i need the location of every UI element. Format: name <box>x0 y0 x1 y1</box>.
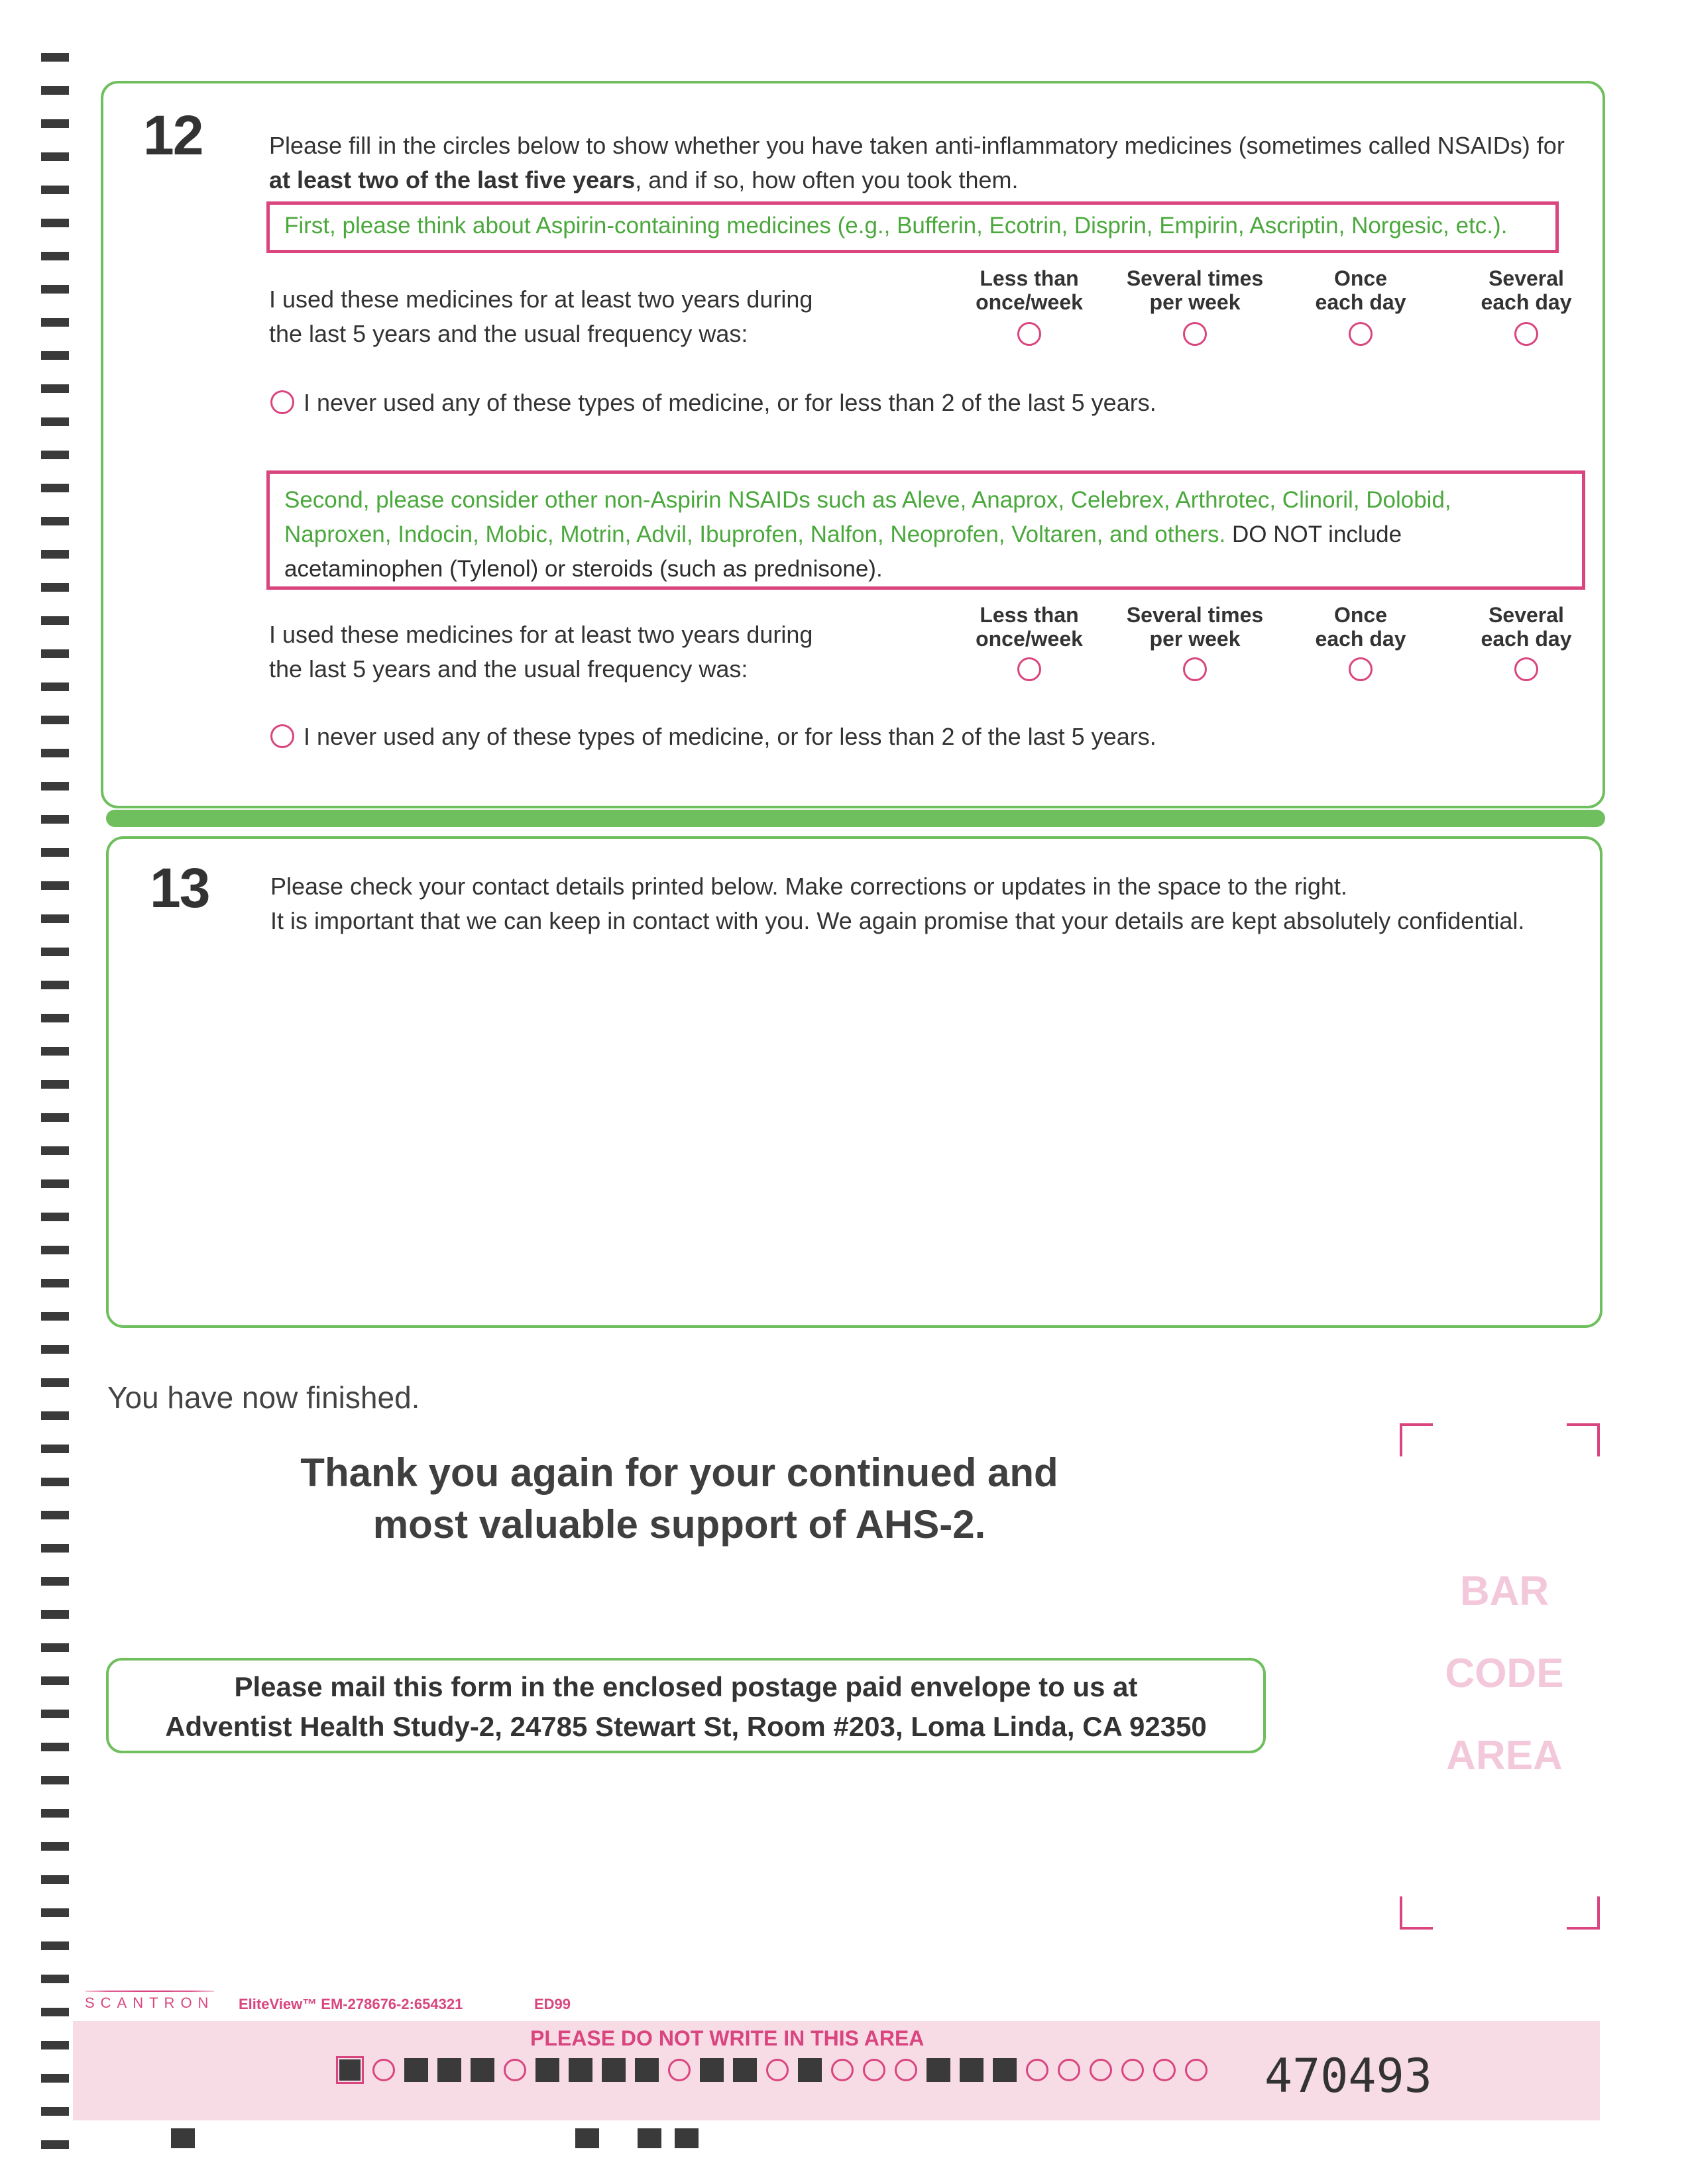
timing-mark <box>41 1875 69 1884</box>
scanner-empty-mark <box>504 2059 526 2081</box>
section-divider <box>106 810 1605 827</box>
scanner-filled-mark <box>960 2058 984 2082</box>
nsaid-several-daily-bubble[interactable] <box>1514 657 1538 681</box>
scanner-empty-mark <box>895 2059 917 2081</box>
timing-mark <box>41 186 69 194</box>
freq-header-once-daily-2: Once each day <box>1315 603 1406 651</box>
timing-mark <box>41 1610 69 1619</box>
timing-mark <box>41 1146 69 1155</box>
timing-mark <box>41 914 69 923</box>
scanner-filled-mark <box>437 2058 461 2082</box>
scanner-empty-mark <box>1153 2059 1176 2081</box>
usage-statement-1: I used these medicines for at least two years during the last 5 years and the usual frequency was: <box>269 286 813 347</box>
scanner-filled-mark <box>635 2058 659 2082</box>
question-12-intro: Please fill in the circles below to show whether you have taken anti-inflammatory medicines (sometimes called NSAIDs) for at least two of the last five years, and if so, how often you took them. <box>269 132 1565 193</box>
id-mark-row <box>337 2057 1217 2083</box>
timing-mark <box>41 1743 69 1751</box>
timing-mark <box>41 1809 69 1818</box>
form-id-number: 470493 <box>1264 2049 1432 2103</box>
timing-mark <box>41 1047 69 1056</box>
question-number: 12 <box>143 104 203 166</box>
timing-mark <box>41 1279 69 1287</box>
scanner-filled-mark <box>993 2058 1017 2082</box>
timing-mark <box>41 616 69 625</box>
timing-mark <box>41 1710 69 1718</box>
scanner-empty-mark <box>1121 2059 1144 2081</box>
aspirin-several-daily-bubble[interactable] <box>1514 322 1538 346</box>
timing-mark <box>41 1941 69 1950</box>
timing-mark <box>41 1113 69 1122</box>
aspirin-several-weekly-bubble[interactable] <box>1183 322 1207 346</box>
bottom-timing-mark <box>575 2128 599 2148</box>
form-code: EliteView™ EM-278676-2:654321 <box>239 1996 463 2012</box>
scanner-filled-mark <box>569 2058 592 2082</box>
freq-header-several-daily-2: Several each day <box>1481 603 1572 651</box>
timing-mark <box>41 384 69 393</box>
scanner-empty-mark <box>1058 2059 1080 2081</box>
timing-mark <box>41 649 69 658</box>
timing-mark <box>41 1478 69 1486</box>
edition-code: ED99 <box>534 1996 571 2012</box>
scanner-filled-mark <box>535 2058 559 2082</box>
timing-mark <box>41 417 69 426</box>
timing-mark <box>41 219 69 227</box>
do-not-write-label: PLEASE DO NOT WRITE IN THIS AREA <box>530 2026 925 2050</box>
scanner-empty-mark <box>1090 2059 1112 2081</box>
timing-mark <box>41 2041 69 2049</box>
freq-header-several-times-weekly: Several times per week <box>1126 266 1264 314</box>
barcode-corner-bottom-right <box>1567 1896 1600 1930</box>
timing-mark <box>41 1411 69 1420</box>
timing-mark <box>41 1014 69 1022</box>
timing-mark <box>41 1577 69 1586</box>
bottom-timing-mark <box>675 2128 699 2148</box>
timing-mark <box>41 948 69 956</box>
aspirin-never-option[interactable]: I never used any of these types of medicine, or for less than 2 of the last 5 years. <box>270 388 1156 417</box>
barcode-corner-top-right <box>1567 1423 1600 1456</box>
barcode-corner-top-left <box>1400 1423 1433 1456</box>
nsaid-never-bubble[interactable] <box>270 724 294 748</box>
usage-statement-2: I used these medicines for at least two years during the last 5 years and the usual frequency was: <box>269 621 813 682</box>
timing-mark <box>41 252 69 260</box>
timing-mark <box>41 285 69 294</box>
aspirin-prompt: First, please think about Aspirin-containing medicines (e.g., Bufferin, Ecotrin, Disprin, Empirin, Ascriptin, Norgesic, etc.). <box>284 213 1508 239</box>
scanner-empty-mark <box>1185 2059 1208 2081</box>
question-13-text: Please check your contact details printed below. Make corrections or updates in the space to the right. It is important that we can keep in contact with you. We again promise that your details are kept absolutely confidential. <box>270 873 1525 934</box>
timing-mark <box>41 2008 69 2016</box>
nsaid-several-weekly-bubble[interactable] <box>1183 657 1207 681</box>
scanner-filled-mark <box>602 2058 626 2082</box>
timing-mark <box>41 782 69 791</box>
scanner-empty-mark <box>668 2059 691 2081</box>
timing-mark <box>41 1312 69 1321</box>
timing-mark <box>41 1676 69 1685</box>
timing-mark <box>41 881 69 890</box>
timing-mark <box>41 119 69 128</box>
bottom-timing-mark <box>171 2128 195 2148</box>
timing-mark <box>41 1643 69 1652</box>
scanner-empty-mark <box>863 2059 885 2081</box>
nsaid-never-option[interactable]: I never used any of these types of medicine, or for less than 2 of the last 5 years. <box>270 722 1156 751</box>
timing-mark <box>41 1179 69 1188</box>
timing-mark <box>41 583 69 592</box>
timing-mark <box>41 550 69 559</box>
timing-mark <box>41 2107 69 2116</box>
freq-header-several-daily: Several each day <box>1481 266 1572 314</box>
mailing-instructions: Please mail this form in the enclosed postage paid envelope to us at Adventist Health Study-2, 24785 Stewart St, Room #203, Loma Linda, CA 92350 <box>106 1658 1266 1753</box>
timing-mark <box>41 1975 69 1983</box>
question-13-box <box>106 836 1602 1328</box>
timing-mark <box>41 682 69 691</box>
timing-mark <box>41 1511 69 1519</box>
timing-mark <box>41 749 69 757</box>
timing-mark <box>41 848 69 857</box>
aspirin-prompt-box <box>266 201 1559 253</box>
scanner-empty-mark <box>372 2059 395 2081</box>
bottom-timing-mark <box>638 2128 661 2148</box>
timing-mark <box>41 981 69 989</box>
timing-mark <box>41 1842 69 1851</box>
freq-header-less-than-weekly: Less than once/week <box>976 266 1083 314</box>
thank-you-message: Thank you again for your continued and most valuable support of AHS-2. <box>300 1450 1058 1547</box>
scanner-filled-mark <box>700 2058 724 2082</box>
scanner-filled-mark <box>927 2058 950 2082</box>
scanner-filled-mark <box>404 2058 428 2082</box>
scanner-empty-mark <box>766 2059 789 2081</box>
timing-marks <box>41 53 69 2173</box>
scanner-filled-mark <box>798 2058 822 2082</box>
nsaid-prompt: Second, please consider other non-Aspirin NSAIDs such as Aleve, Anaprox, Celebrex, Arthrotec, Clinoril, Dolobid, Naproxen, Indocin, Mobic, Motrin, Advil, Ibuprofen, Nalfon, Neoprofen, Voltaren, and others. DO NOT include acetaminophen (Tylenol) or steroids (such as prednisone). <box>284 487 1451 582</box>
timing-mark <box>41 451 69 459</box>
timing-mark <box>41 1378 69 1387</box>
freq-header-several-times-weekly-2: Several times per week <box>1126 603 1264 651</box>
timing-mark <box>41 484 69 492</box>
nsaid-prompt-box <box>266 470 1585 590</box>
timing-mark <box>41 53 69 62</box>
timing-mark <box>41 1544 69 1553</box>
timing-mark <box>41 2140 69 2149</box>
contact-details-area[interactable] <box>270 971 1569 1303</box>
timing-mark <box>41 517 69 525</box>
scanner-empty-mark <box>1026 2059 1048 2081</box>
freq-header-once-daily: Once each day <box>1315 266 1406 314</box>
scanner-filled-mark <box>339 2059 361 2081</box>
timing-mark <box>41 1213 69 1221</box>
timing-mark <box>41 1908 69 1917</box>
barcode-corner-bottom-left <box>1400 1896 1433 1930</box>
aspirin-less-than-weekly-bubble[interactable] <box>1017 322 1041 346</box>
scanner-filled-mark <box>733 2058 757 2082</box>
timing-mark <box>41 1246 69 1254</box>
timing-mark <box>41 318 69 327</box>
scanner-filled-mark <box>471 2058 494 2082</box>
scantron-logo: SCANTRON <box>85 1994 215 2011</box>
scantron-logo-arc <box>85 1991 215 1992</box>
timing-mark <box>41 716 69 724</box>
timing-mark <box>41 1776 69 1784</box>
barcode-area-label: BAR CODE AREA <box>1445 1568 1564 1778</box>
timing-mark <box>41 152 69 161</box>
question-number: 13 <box>150 857 209 919</box>
timing-mark <box>41 1445 69 1453</box>
freq-header-less-than-weekly-2: Less than once/week <box>976 603 1083 651</box>
timing-mark <box>41 1080 69 1089</box>
timing-mark <box>41 351 69 360</box>
finished-message: You have now finished. <box>107 1380 420 1415</box>
aspirin-once-daily-bubble[interactable] <box>1349 322 1373 346</box>
timing-mark <box>41 86 69 95</box>
timing-mark <box>41 815 69 824</box>
nsaid-less-than-weekly-bubble[interactable] <box>1017 657 1041 681</box>
question-12-box <box>101 81 1605 808</box>
timing-mark <box>41 1345 69 1354</box>
nsaid-once-daily-bubble[interactable] <box>1349 657 1373 681</box>
aspirin-never-bubble[interactable] <box>270 390 294 414</box>
timing-mark <box>41 2074 69 2083</box>
scanner-empty-mark <box>831 2059 854 2081</box>
